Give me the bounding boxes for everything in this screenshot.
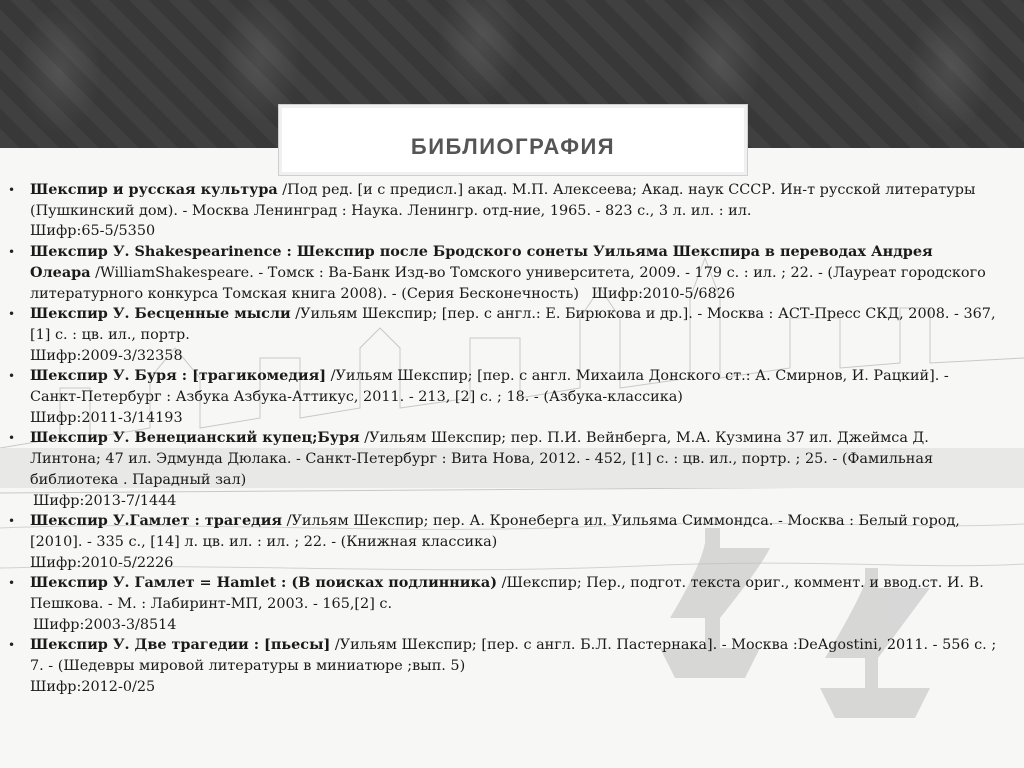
entry-shelfmark: Шифр:2009-3/32358 — [30, 347, 183, 364]
entry-title: Шекспир У. Буря : [трагикомедия] — [30, 367, 327, 385]
entry-title: Шекспир У. Венецианский купец;Буря — [30, 429, 360, 447]
bullet-icon: • — [8, 307, 16, 322]
slide-title: БИБЛИОГРАФИЯ — [410, 134, 616, 159]
bullet-icon: • — [8, 245, 16, 260]
bullet-icon: • — [8, 638, 16, 653]
bullet-icon: • — [8, 183, 16, 197]
entry-details: /Уильям Шекспир; пер. П.И. Вейнберга, М.А. Кузмина 37 ил. Джеймса Д. Линтона; 47 ил. Эдмунда Дюлака. - Санкт-Петербург : Вита Нова, 2012. - 452, [1] с. : цв. ил., портр. ; 25. - (Фамильная библиотека . Парадный зал) — [30, 430, 934, 488]
entry-title: Шекспир У. Две трагедии : [пьесы] — [30, 636, 331, 654]
entry-shelfmark: Шифр:2013-7/1444 — [33, 492, 177, 509]
bibliography-entry — [8, 242, 998, 304]
entry-title: Шекспир У.Гамлет : трагедия — [30, 512, 283, 530]
entry-details: /Уильям Шекспир; [пер. с англ. Б.Л. Пастернака]. - Москва :DeAgostini, 2011. - 556 с. ; 7. - (Шедевры мировой литературы в миниатюре ;вып. 5) — [30, 637, 997, 675]
entry-details: /Уильям Шекспир; [пер. с англ. Михаила Донского ст.: А. Смирнов, И. Рацкий]. - Санкт-Петербург : Азбука Азбука-Аттикус, 2011. - 213, [2] с. ; 18. - (Азбука-классика) — [30, 368, 949, 406]
entry-details: /Под ред. [и с предисл.] акад. М.П. Алексеева; Акад. наук СССР. Ин-т русской литературы (Пушкинский дом). - Москва Ленинград : Наука. Ленингр. отд-ние, 1965. - 823 с., 3 л. ил. : ил. — [30, 182, 976, 219]
bibliography-entry — [8, 366, 998, 428]
entry-shelfmark: Шифр:2003-3/8514 — [33, 616, 177, 633]
bibliography-entry — [8, 511, 998, 573]
bullet-icon: • — [8, 369, 16, 384]
entry-details: /WilliamShakespeare. - Томск : Ва-Банк Изд-во Томского университета, 2009. - 179 с. : ил. ; 22. - (Лауреат городского литературного конкурса Томская книга 2008). - (Серия Бесконечность) — [30, 264, 986, 302]
entry-shelfmark: Шифр:65-5/5350 — [30, 223, 156, 240]
entry-shelfmark: Шифр:2010-5/2226 — [30, 554, 174, 571]
entry-shelfmark: Шифр:2010-5/6826 — [591, 285, 736, 302]
bullet-icon: • — [8, 514, 16, 529]
entry-title: Шекспир У. Shakespearinence : Шекспир после Бродского сонеты Уильяма Шекспира в переводах Андрея Олеара — [30, 243, 933, 281]
bullet-icon: • — [8, 431, 16, 446]
entry-title: Шекспир У. Бесценные мысли — [30, 305, 291, 323]
bibliography-entry — [8, 573, 998, 635]
entry-shelfmark: Шифр:2012-0/25 — [30, 678, 156, 695]
bibliography-entry — [8, 180, 998, 242]
entry-shelfmark: Шифр:2011-3/14193 — [30, 409, 183, 426]
bibliography-entry — [8, 304, 998, 366]
bibliography-entry — [8, 635, 998, 697]
bullet-icon: • — [8, 576, 16, 591]
entry-details: /Шекспир; Пер., подгот. текста ориг., коммент. и ввод.ст. И. В. Пешкова. - М. : Лабиринт-МП, 2003. - 165,[2] с. — [30, 575, 984, 613]
entry-details: /Уильям Шекспир; пер. А. Кронеберга ил. Уильяма Симмондса. - Москва : Белый город, [2010]. - 335 с., [14] л. цв. ил. : ил. ; 22. - (Книжная классика) — [30, 513, 960, 550]
bibliography-entry — [8, 428, 998, 511]
entry-title: Шекспир У. Гамлет = Hamlet : (В поисках подлинника) — [30, 574, 498, 592]
entry-details: /Уильям Шекспир; [пер. с англ.: Е. Бирюкова и др.]. - Москва : АСТ-Пресс СКД, 2008. - 367, [1] с. : цв. ил., портр. — [30, 306, 996, 343]
bibliography-list — [8, 180, 998, 698]
entry-title: Шекспир и русская культура — [30, 181, 278, 198]
